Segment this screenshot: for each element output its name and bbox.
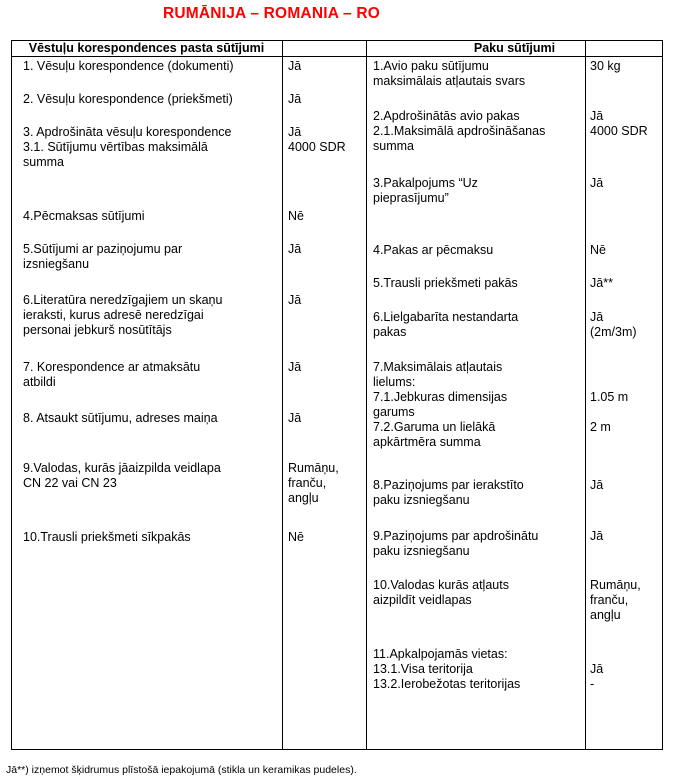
right-row-value: 4000 SDR [590, 124, 648, 138]
right-row-value: Jā [590, 310, 604, 324]
left-row-value: Nē [288, 530, 304, 544]
right-row-label: 10.Valodas kurās atļauts [373, 578, 509, 592]
right-row-label: 13.1.Visa teritorija [373, 662, 473, 676]
right-row-value: angļu [590, 608, 621, 622]
right-row-label: 9.Paziņojums par apdrošinātu [373, 529, 539, 543]
right-row-value: Rumāņu, [590, 578, 641, 592]
left-row-label: ieraksti, kurus adresē neredzīgai [23, 308, 204, 322]
column-divider [282, 40, 283, 750]
right-row-label: 13.2.Ierobežotas teritorijas [373, 677, 521, 691]
right-row-label: 6.Lielgabarīta nestandarta [373, 310, 519, 324]
left-row-value: Rumāņu, [288, 461, 339, 475]
left-row-value: angļu [288, 491, 319, 505]
right-row-value: Jā** [590, 276, 613, 290]
page-title: RUMĀNIJA – ROMANIA – RO [163, 5, 381, 22]
header-divider [11, 56, 663, 57]
left-row-value: Jā [288, 92, 302, 106]
left-row-label: CN 22 vai CN 23 [23, 476, 117, 490]
right-row-value: Jā [590, 109, 604, 123]
left-row-label: 4.Pēcmaksas sūtījumi [23, 209, 145, 223]
right-row-value: 2 m [590, 420, 611, 434]
right-row-label: 7.2.Garuma un lielākā [373, 420, 496, 434]
right-row-label: 8.Paziņojums par ierakstīto [373, 478, 524, 492]
right-row-value: 1.05 m [590, 390, 629, 404]
right-row-label: paku izsniegšanu [373, 493, 470, 507]
left-row-label: 9.Valodas, kurās jāaizpilda veidlapa [23, 461, 221, 475]
right-row-label: 7.Maksimālais atļautais [373, 360, 503, 374]
left-row-label: 5.Sūtījumi ar paziņojumu par [23, 242, 183, 256]
left-row-label: 10.Trausli priekšmeti sīkpakās [23, 530, 191, 544]
left-row-value: Nē [288, 209, 304, 223]
right-row-value: Nē [590, 243, 606, 257]
left-row-value: Jā [288, 59, 302, 73]
left-row-value: Jā [288, 411, 302, 425]
right-row-label: pieprasījumu” [373, 191, 449, 205]
left-row-label: atbildi [23, 375, 56, 389]
header-parcel-services: Paku sūtījumi [473, 41, 556, 55]
left-row-label: 2. Vēsuļu korespondence (priekšmeti) [23, 92, 233, 106]
left-row-label: 3. Apdrošināta vēsuļu korespondence [23, 125, 232, 139]
left-row-label: summa [23, 155, 64, 169]
right-row-value: Jā [590, 176, 604, 190]
right-row-label: 2.Apdrošinātās avio pakas [373, 109, 520, 123]
right-row-label: apkārtmēra summa [373, 435, 481, 449]
right-row-label: paku izsniegšanu [373, 544, 470, 558]
left-row-value: Jā [288, 125, 302, 139]
left-row-label: personai jebkurš nosūtītājs [23, 323, 172, 337]
left-row-value: Jā [288, 293, 302, 307]
right-row-label: maksimālais atļautais svars [373, 74, 526, 88]
right-row-label: 11.Apkalpojamās vietas: [373, 647, 508, 661]
right-row-value: - [590, 677, 595, 691]
right-row-value: Jā [590, 478, 604, 492]
left-row-label: 3.1. Sūtījumu vērtības maksimālā [23, 140, 208, 154]
right-row-label: 5.Trausli priekšmeti pakās [373, 276, 518, 290]
right-row-label: 3.Pakalpojums “Uz [373, 176, 478, 190]
left-row-value: Jā [288, 360, 302, 374]
left-row-label: 8. Atsaukt sūtījumu, adreses maiņa [23, 411, 218, 425]
right-row-label: summa [373, 139, 414, 153]
left-row-value: Jā [288, 242, 302, 256]
right-row-label: lielums: [373, 375, 416, 389]
right-row-label: aizpildīt veidlapas [373, 593, 472, 607]
left-row-label: 1. Vēsuļu korespondence (dokumenti) [23, 59, 234, 73]
left-row-label: 6.Literatūra neredzīgajiem un skaņu [23, 293, 223, 307]
right-row-value: franču, [590, 593, 629, 607]
right-row-label: 4.Pakas ar pēcmaksu [373, 243, 494, 257]
right-row-label: 7.1.Jebkuras dimensijas [373, 390, 508, 404]
left-row-label: izsniegšanu [23, 257, 90, 271]
right-row-value: Jā [590, 662, 604, 676]
left-row-value: franču, [288, 476, 327, 490]
column-divider [366, 40, 367, 750]
column-divider [585, 40, 586, 750]
right-row-value: 30 kg [590, 59, 621, 73]
right-row-value: Jā [590, 529, 604, 543]
header-letter-services: Vēstuļu korespondences pasta sūtījumi [28, 41, 265, 55]
right-row-label: 2.1.Maksimālā apdrošināšanas [373, 124, 546, 138]
left-row-value: 4000 SDR [288, 140, 346, 154]
right-row-label: garums [373, 405, 415, 419]
right-row-label: pakas [373, 325, 407, 339]
right-row-value: (2m/3m) [590, 325, 637, 339]
right-row-label: 1.Avio paku sūtījumu [373, 59, 489, 73]
left-row-label: 7. Korespondence ar atmaksātu [23, 360, 201, 374]
footnote: Jā**) izņemot šķidrumus plīstošā iepakojumā (stikla un keramikas pudeles). [6, 764, 357, 776]
